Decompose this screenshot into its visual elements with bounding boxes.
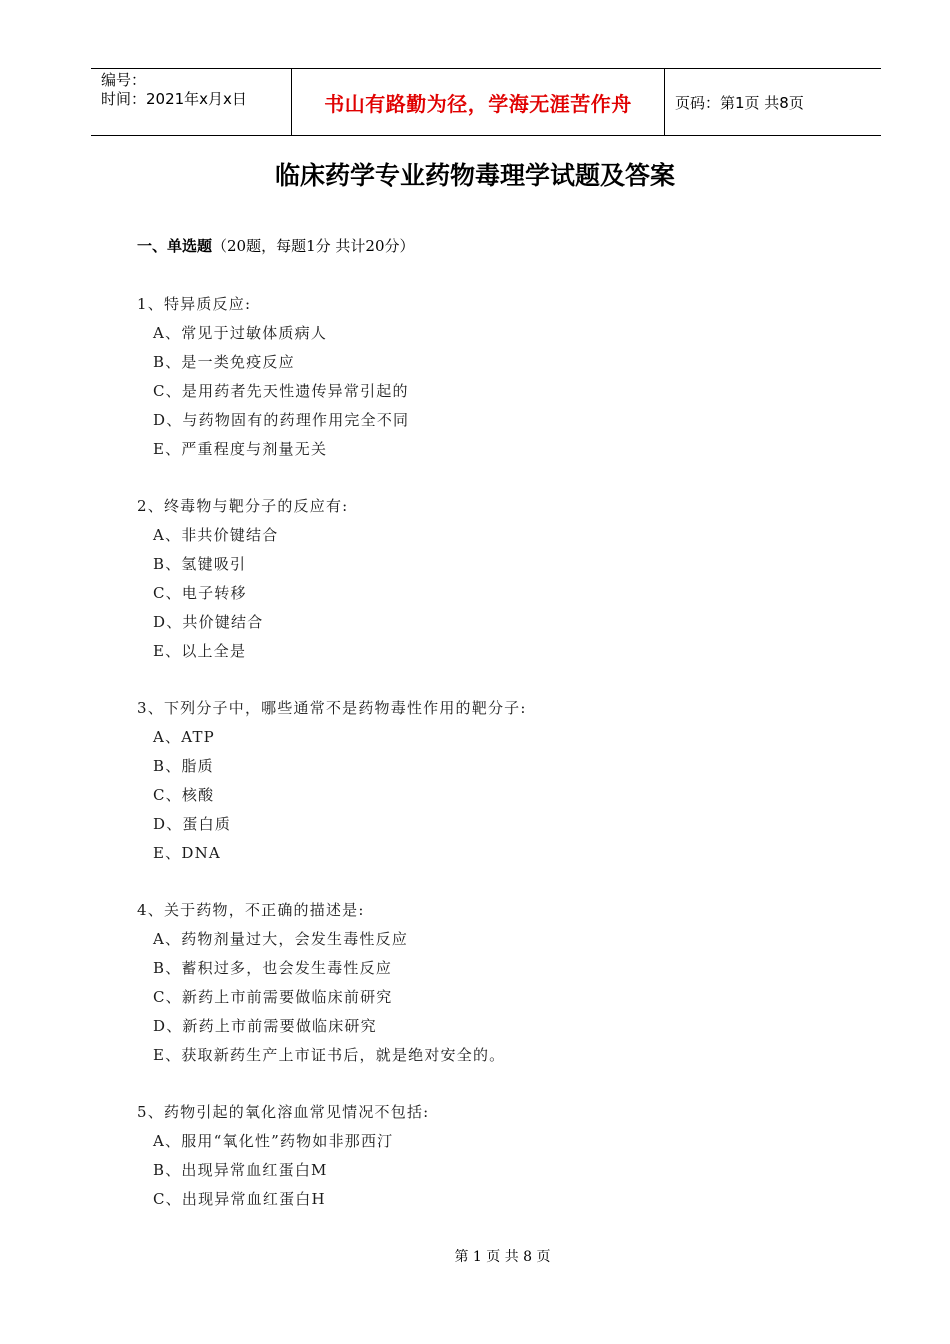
option-b: B、出现异常血红蛋白M <box>153 1161 328 1179</box>
question-5 <box>137 1098 837 1214</box>
option-e: E、严重程度与剂量无关 <box>153 440 328 458</box>
option-d: D、新药上市前需要做临床研究 <box>153 1017 377 1035</box>
header-motto: 书山有路勤为径，学海无涯苦作舟 <box>292 69 665 135</box>
option-a: A、常见于过敏体质病人 <box>153 324 328 342</box>
option-c: C、是用药者先天性遗传异常引起的 <box>153 382 409 400</box>
time-label: 时间：2021年x月x日 <box>101 90 247 108</box>
option-b: B、脂质 <box>153 757 214 775</box>
question-1 <box>137 290 837 464</box>
option-b: B、蓄积过多，也会发生毒性反应 <box>153 959 393 977</box>
header-meta <box>91 69 292 135</box>
header-page-info: 页码：第1页 共8页 <box>675 93 804 112</box>
option-b: B、氢键吸引 <box>153 555 247 573</box>
option-e: E、DNA <box>153 844 221 862</box>
number-label: 编号： <box>101 71 147 89</box>
option-a: A、ATP <box>153 728 215 746</box>
question-text: 4、关于药物，不正确的描述是: <box>137 901 365 919</box>
page-footer: 第 1 页 共 8 页 <box>454 1249 551 1265</box>
question-text: 5、药物引起的氧化溶血常见情况不包括: <box>137 1103 430 1121</box>
option-b: B、是一类免疫反应 <box>153 353 295 371</box>
option-a: A、药物剂量过大，会发生毒性反应 <box>153 930 409 948</box>
question-list <box>137 290 837 1242</box>
question-text: 2、终毒物与靶分子的反应有: <box>137 497 349 515</box>
option-c: C、出现异常血红蛋白H <box>153 1190 326 1208</box>
question-2 <box>137 492 837 666</box>
option-c: C、电子转移 <box>153 584 247 602</box>
option-a: A、服用“氧化性”药物如非那西汀 <box>153 1132 394 1150</box>
section-label: 一、单选题 <box>137 237 213 255</box>
option-d: D、与药物固有的药理作用完全不同 <box>153 411 410 429</box>
document-title: 临床药学专业药物毒理学试题及答案 <box>274 161 675 190</box>
option-c: C、核酸 <box>153 786 215 804</box>
document-header <box>91 68 881 136</box>
question-3 <box>137 694 837 868</box>
option-d: D、共价键结合 <box>153 613 264 631</box>
section-note: （20题，每题1分 共计20分） <box>212 237 415 255</box>
option-c: C、新药上市前需要做临床前研究 <box>153 988 393 1006</box>
question-text: 1、特异质反应: <box>137 295 252 313</box>
option-e: E、获取新药生产上市证书后，就是绝对安全的。 <box>153 1046 506 1064</box>
option-e: E、以上全是 <box>153 642 247 660</box>
option-d: D、蛋白质 <box>153 815 232 833</box>
question-text: 3、下列分子中，哪些通常不是药物毒性作用的靶分子: <box>137 699 527 717</box>
section-heading <box>137 235 415 256</box>
option-a: A、非共价键结合 <box>153 526 279 544</box>
question-4 <box>137 896 837 1070</box>
